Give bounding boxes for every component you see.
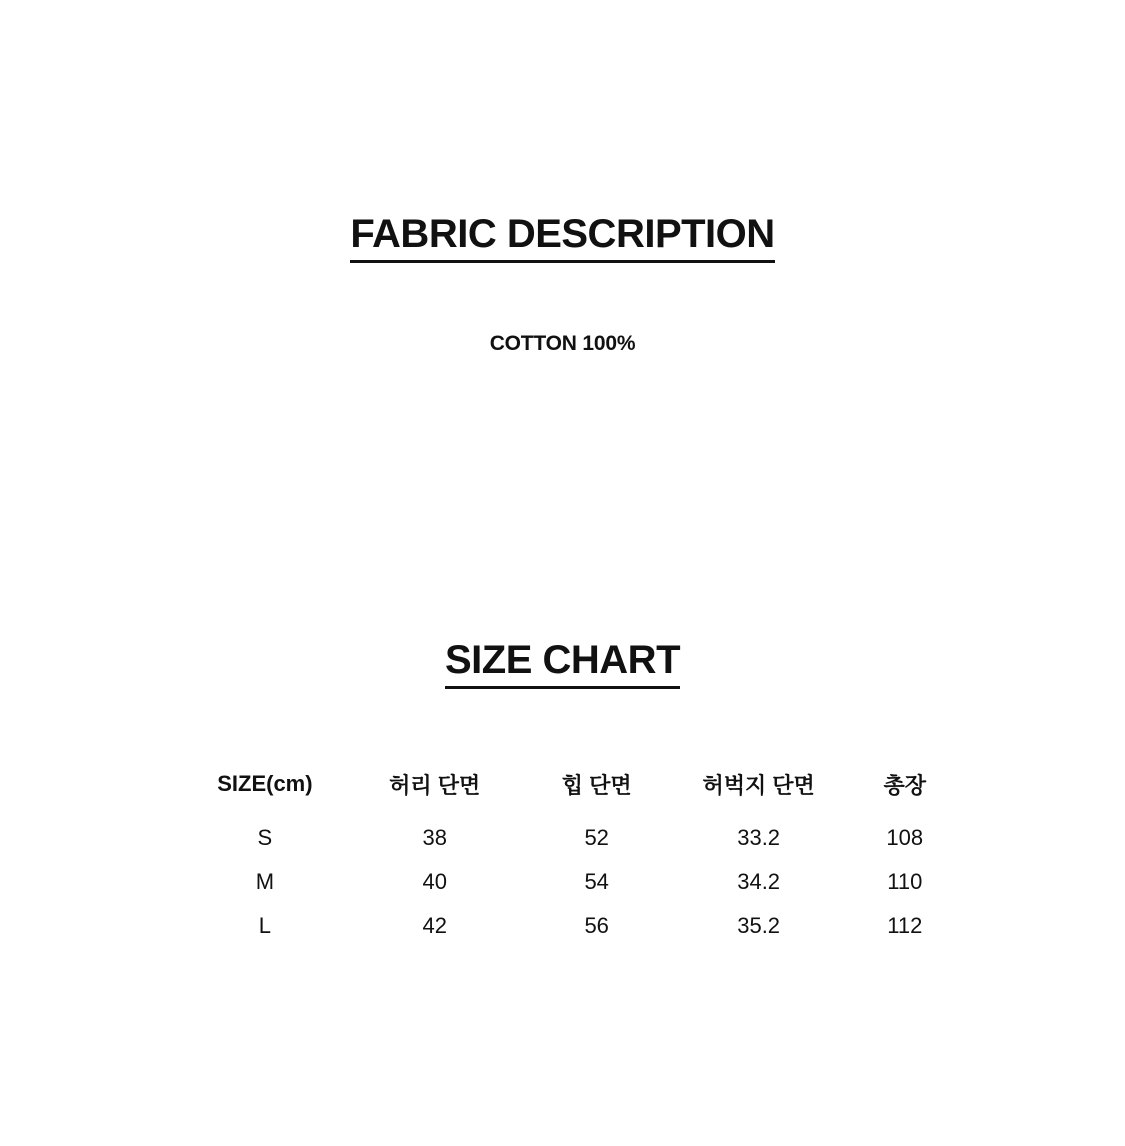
cell-length: 108	[886, 825, 924, 850]
size-chart-table-container	[178, 762, 968, 948]
cell-waist: 42	[422, 913, 447, 938]
size-chart-heading	[0, 638, 1125, 689]
table-header-row	[178, 762, 968, 816]
cell-size: M	[255, 869, 275, 894]
column-header-hip: 힙 단면	[561, 772, 632, 798]
size-chart-table-body	[178, 816, 968, 948]
cell-hip: 56	[584, 913, 609, 938]
size-chart-table	[178, 762, 968, 948]
column-header-length: 총장	[883, 772, 927, 798]
size-chart-heading-text: SIZE CHART	[445, 638, 680, 689]
table-row	[178, 860, 968, 904]
table-row	[178, 904, 968, 948]
cell-size: S	[257, 825, 273, 850]
cell-thigh: 33.2	[737, 825, 781, 850]
cell-thigh: 34.2	[737, 869, 781, 894]
table-row	[178, 816, 968, 860]
size-chart-table-head	[178, 762, 968, 816]
cell-waist: 40	[422, 869, 447, 894]
column-header-waist: 허리 단면	[389, 772, 481, 798]
column-header-thigh: 허벅지 단면	[702, 772, 815, 798]
cell-thigh: 35.2	[737, 913, 781, 938]
cell-hip: 54	[584, 869, 609, 894]
fabric-composition-text: COTTON 100%	[489, 332, 636, 355]
cell-length: 112	[887, 913, 923, 938]
cell-waist: 38	[422, 825, 447, 850]
cell-hip: 52	[584, 825, 609, 850]
cell-size: L	[258, 913, 272, 938]
cell-length: 110	[887, 869, 923, 894]
fabric-description-heading	[0, 212, 1125, 263]
column-header-size: SIZE(cm)	[217, 771, 313, 796]
fabric-description-heading-text: FABRIC DESCRIPTION	[350, 212, 774, 263]
